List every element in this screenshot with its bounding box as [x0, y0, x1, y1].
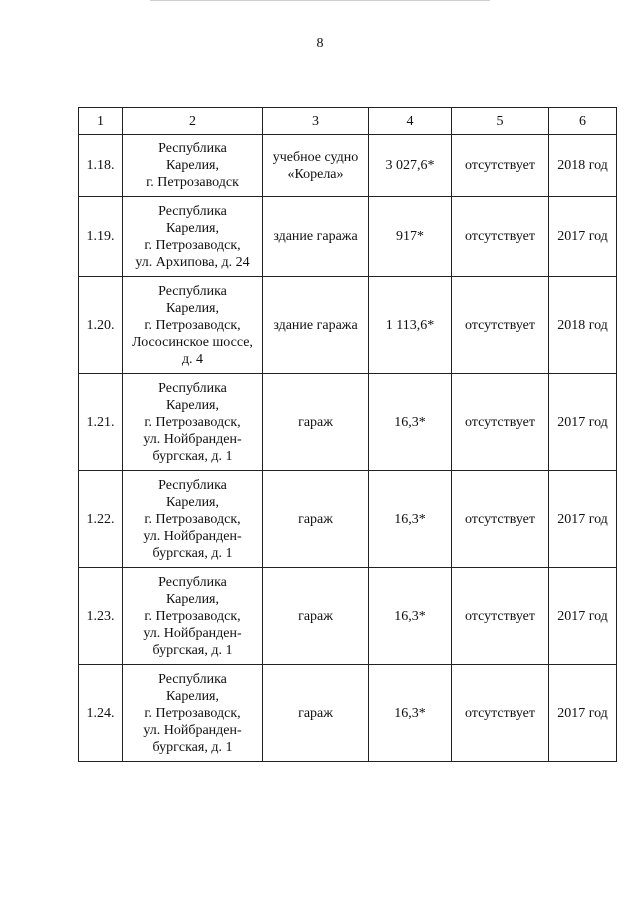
object-cell: [263, 197, 369, 277]
object-line: гараж: [298, 608, 333, 624]
table-row: [79, 665, 617, 762]
address-line: г. Петрозаводск,: [144, 414, 241, 430]
column-header: 5: [452, 108, 549, 135]
address-line: бургская, д. 1: [152, 739, 233, 755]
column-header: 4: [369, 108, 452, 135]
table-row: [79, 197, 617, 277]
year-cell: 2017 год: [549, 471, 617, 568]
year-cell: 2017 год: [549, 197, 617, 277]
address-line: ул. Нойбранден-: [143, 625, 242, 641]
row-number: 1.22.: [79, 471, 123, 568]
year-cell: 2017 год: [549, 374, 617, 471]
column-header: 1: [79, 108, 123, 135]
area-cell: 917*: [369, 197, 452, 277]
table-row: [79, 277, 617, 374]
address-line: ул. Нойбранден-: [143, 528, 242, 544]
property-table: [78, 107, 617, 762]
row-number: 1.23.: [79, 568, 123, 665]
year-cell: 2017 год: [549, 665, 617, 762]
object-cell: [263, 665, 369, 762]
area-cell: 16,3*: [369, 665, 452, 762]
address-line: бургская, д. 1: [152, 642, 233, 658]
encumbrance-cell: отсутствует: [452, 197, 549, 277]
area-cell: 16,3*: [369, 471, 452, 568]
table-row: [79, 374, 617, 471]
address-line: Карелия,: [166, 220, 219, 236]
encumbrance-cell: отсутствует: [452, 374, 549, 471]
scan-edge-line: [150, 0, 490, 1]
address-line: Карелия,: [166, 300, 219, 316]
encumbrance-cell: отсутствует: [452, 135, 549, 197]
page-number: 8: [316, 36, 324, 51]
encumbrance-cell: отсутствует: [452, 568, 549, 665]
object-line: гараж: [298, 414, 333, 430]
address-cell: [123, 277, 263, 374]
row-number: 1.19.: [79, 197, 123, 277]
year-cell: 2018 год: [549, 277, 617, 374]
address-line: г. Петрозаводск,: [144, 705, 241, 721]
area-cell: 1 113,6*: [369, 277, 452, 374]
address-line: Карелия,: [166, 397, 219, 413]
address-line: Лососинское шоссе,: [132, 334, 253, 350]
address-line: Республика: [158, 283, 227, 299]
address-cell: [123, 665, 263, 762]
object-line: здание гаража: [273, 229, 358, 244]
address-cell: [123, 374, 263, 471]
encumbrance-cell: отсутствует: [452, 471, 549, 568]
object-line: гараж: [298, 511, 333, 527]
address-line: ул. Нойбранден-: [143, 431, 242, 447]
address-cell: [123, 197, 263, 277]
address-line: г. Петрозаводск,: [144, 237, 241, 253]
address-line: г. Петрозаводск,: [144, 317, 241, 333]
address-line: ул. Архипова, д. 24: [135, 254, 250, 270]
encumbrance-cell: отсутствует: [452, 665, 549, 762]
year-cell: 2018 год: [549, 135, 617, 197]
column-header: 3: [263, 108, 369, 135]
object-cell: [263, 568, 369, 665]
address-line: Республика: [158, 380, 227, 396]
row-number: 1.24.: [79, 665, 123, 762]
object-line: гараж: [298, 705, 333, 721]
row-number: 1.21.: [79, 374, 123, 471]
encumbrance-cell: отсутствует: [452, 277, 549, 374]
address-line: г. Петрозаводск,: [144, 511, 241, 527]
object-line: «Корела»: [287, 166, 344, 182]
table-row: [79, 471, 617, 568]
object-cell: [263, 471, 369, 568]
address-line: ул. Нойбранден-: [143, 722, 242, 738]
area-cell: 16,3*: [369, 374, 452, 471]
table-row: [79, 135, 617, 197]
table-row: [79, 568, 617, 665]
object-cell: [263, 135, 369, 197]
object-line: учебное судно: [272, 149, 359, 165]
address-line: Республика: [158, 671, 227, 687]
table-header-row: [79, 108, 617, 135]
column-header: 2: [123, 108, 263, 135]
address-line: г. Петрозаводск,: [144, 608, 241, 624]
object-line: здание гаража: [273, 317, 358, 333]
address-cell: [123, 568, 263, 665]
address-line: бургская, д. 1: [152, 545, 233, 561]
address-line: Карелия,: [166, 158, 219, 173]
address-line: Карелия,: [166, 494, 219, 510]
address-line: Республика: [158, 574, 227, 590]
address-line: Карелия,: [166, 591, 219, 607]
address-line: Республика: [158, 477, 227, 493]
row-number: 1.20.: [79, 277, 123, 374]
address-line: г. Петрозаводск: [146, 175, 239, 190]
address-cell: [123, 135, 263, 197]
address-cell: [123, 471, 263, 568]
address-line: д. 4: [181, 351, 204, 367]
area-cell: 16,3*: [369, 568, 452, 665]
object-cell: [263, 277, 369, 374]
row-number: 1.18.: [79, 135, 123, 197]
address-line: Республика: [158, 203, 227, 219]
address-line: Карелия,: [166, 688, 219, 704]
object-cell: [263, 374, 369, 471]
column-header: 6: [549, 108, 617, 135]
area-cell: 3 027,6*: [369, 135, 452, 197]
address-line: Республика: [158, 141, 227, 156]
year-cell: 2017 год: [549, 568, 617, 665]
address-line: бургская, д. 1: [152, 448, 233, 464]
